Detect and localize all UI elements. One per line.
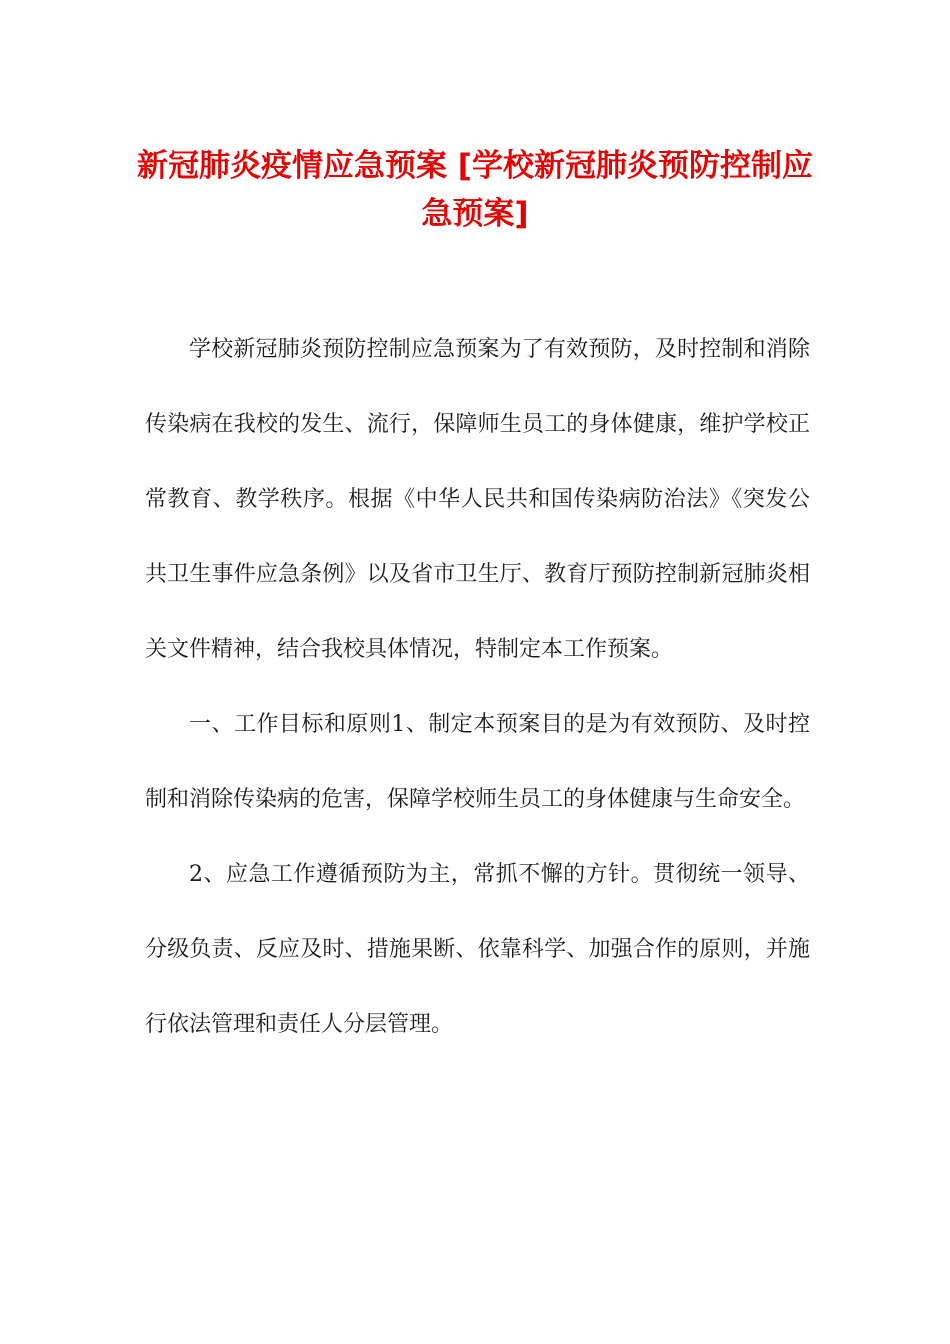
paragraph-principles: 2、应急工作遵循预防为主，常抓不懈的方针。贯彻统一领导、分级负责、反应及时、措施果断、依靠科学、加强合作的原则，并施行依法管理和责任人分层管理。 <box>145 862 810 1037</box>
document-title: 新冠肺炎疫情应急预案 [学校新冠肺炎预防控制应急预案] <box>137 148 813 232</box>
paragraph-intro: 学校新冠肺炎预防控制应急预案为了有效预防，及时控制和消除传染病在我校的发生、流行，保障师生员工的身体健康，维护学校正常教育、教学秩序。根据《中华人民共和国传染病防治法》《突发公共卫生事件应急条例》以及省市卫生厅、教育厅预防控制新冠肺炎相关文件精神，结合我校具体情况，特制定本工作预案。 <box>145 337 810 662</box>
paragraph-goals: 一、工作目标和原则1、制定本预案目的是为有效预防、及时控制和消除传染病的危害，保障学校师生员工的身体健康与生命安全。 <box>145 712 810 812</box>
document-body <box>145 312 810 1062</box>
